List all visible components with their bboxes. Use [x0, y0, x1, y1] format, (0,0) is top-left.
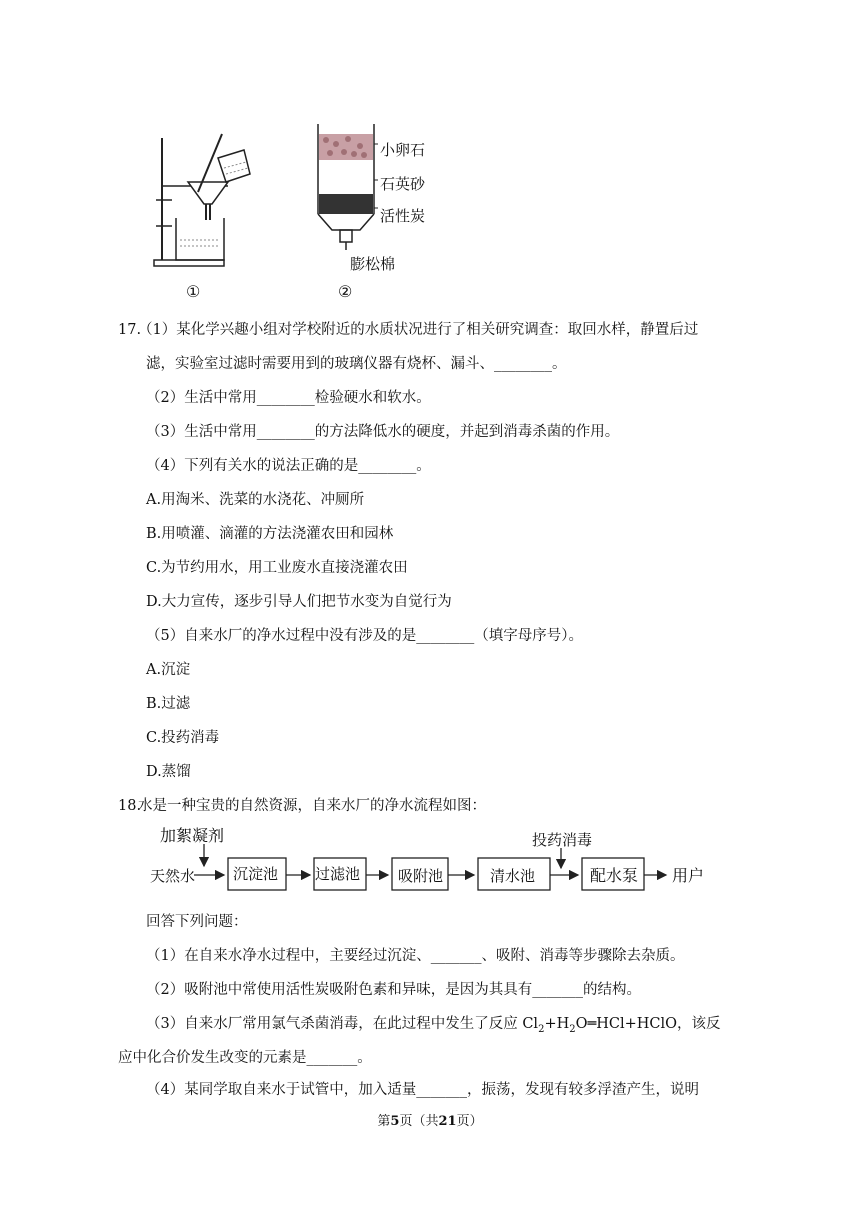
q17-part2: （2）生活中常用________检验硬水和软水。 [146, 390, 431, 406]
question-18-number: 18. [118, 798, 142, 814]
purification-flow-diagram [150, 820, 710, 900]
q17-p4-option-d: D.大力宣传，逐步引导人们把节水变为自觉行为 [146, 594, 452, 610]
flow-step-pump: 配水泵 [590, 866, 639, 885]
page-footer [0, 1110, 860, 1129]
q17-p5-option-b: B.过滤 [146, 696, 191, 712]
label-cotton: 膨松棉 [350, 255, 396, 273]
flow-step-filtration: 过滤池 [315, 865, 361, 883]
label-pebbles: 小卵石 [380, 141, 426, 159]
q18-part3-line2: 应中化合价发生改变的元素是_______。 [118, 1050, 372, 1066]
q18-part1: （1）在自来水净水过程中，主要经过沉淀、_______、吸附、消毒等步骤除去杂质。 [146, 948, 685, 964]
q17-p4-option-b: B.用喷灌、滴灌的方法浇灌农田和园林 [146, 526, 394, 542]
q18-answer-prompt: 回答下列问题： [146, 914, 248, 930]
flow-step-sedimentation: 沉淀池 [233, 865, 279, 883]
q17-part4: （4）下列有关水的说法正确的是________。 [146, 458, 431, 474]
water-purifier-figure [312, 122, 382, 252]
q17-part3: （3）生活中常用________的方法降低水的硬度，并起到消毒杀菌的作用。 [146, 424, 620, 440]
flow-source-label: 天然水 [150, 867, 196, 885]
q17-part5: （5）自来水厂的净水过程中没有涉及的是________（填字母序号）。 [146, 628, 583, 644]
question-17-number: 17. [118, 322, 142, 338]
q17-p4-option-c: C.为节约用水，用工业废水直接浇灌农田 [146, 560, 408, 576]
q17-p5-option-c: C.投药消毒 [146, 730, 220, 746]
filtration-apparatus-figure [150, 128, 260, 288]
q17-part1-line2: 滤，实验室过滤时需要用到的玻璃仪器有烧杯、漏斗、________。 [146, 356, 567, 372]
q18-p3-sub2: 2 [569, 1023, 576, 1035]
q18-part4: （4）某同学取自来水于试管中，加入适量_______，振荡，发现有较多浮渣产生，说明 [146, 1082, 699, 1098]
q18-p3-text-a: （3）自来水厂常用氯气杀菌消毒，在此过程中发生了反应 Cl [146, 1016, 539, 1032]
label-quartz-sand: 石英砂 [380, 175, 426, 193]
footer-page-number: 5 [390, 1114, 400, 1129]
q18-part2: （2）吸附池中常使用活性炭吸附色素和异味，是因为其具有_______的结构。 [146, 982, 641, 998]
footer-suffix: 页） [456, 1114, 483, 1129]
q17-part1-line1: （1）某化学兴趣小组对学校附近的水质状况进行了相关研究调查：取回水样，静置后过 [138, 322, 699, 338]
footer-prefix: 第 [377, 1114, 391, 1129]
q18-p3-sub1: 2 [538, 1023, 545, 1035]
footer-total-pages: 21 [438, 1114, 457, 1129]
figure-1-label: ① [186, 282, 201, 301]
flow-coagulant-label: 加絮凝剂 [160, 826, 225, 845]
q17-p5-option-d: D.蒸馏 [146, 764, 191, 780]
q17-p5-option-a: A.沉淀 [146, 662, 191, 678]
figure-2-label: ② [338, 282, 353, 301]
q18-intro: 水是一种宝贵的自然资源，自来水厂的净水流程如图： [138, 798, 486, 814]
q18-part3-line1 [146, 1014, 721, 1040]
footer-mid: 页（共 [399, 1114, 439, 1129]
q18-p3-plus: +H [544, 1016, 570, 1032]
flow-step-clear-water: 清水池 [490, 867, 536, 885]
flow-end-label: 用户 [672, 866, 705, 885]
flow-step-adsorption: 吸附池 [398, 867, 444, 885]
flow-disinfect-label: 投药消毒 [532, 831, 593, 849]
q17-p4-option-a: A.用淘米、洗菜的水浇花、冲厕所 [146, 492, 365, 508]
q18-p3-text-b: O═HCl+HClO，该反 [575, 1016, 721, 1032]
label-activated-carbon: 活性炭 [380, 207, 426, 225]
